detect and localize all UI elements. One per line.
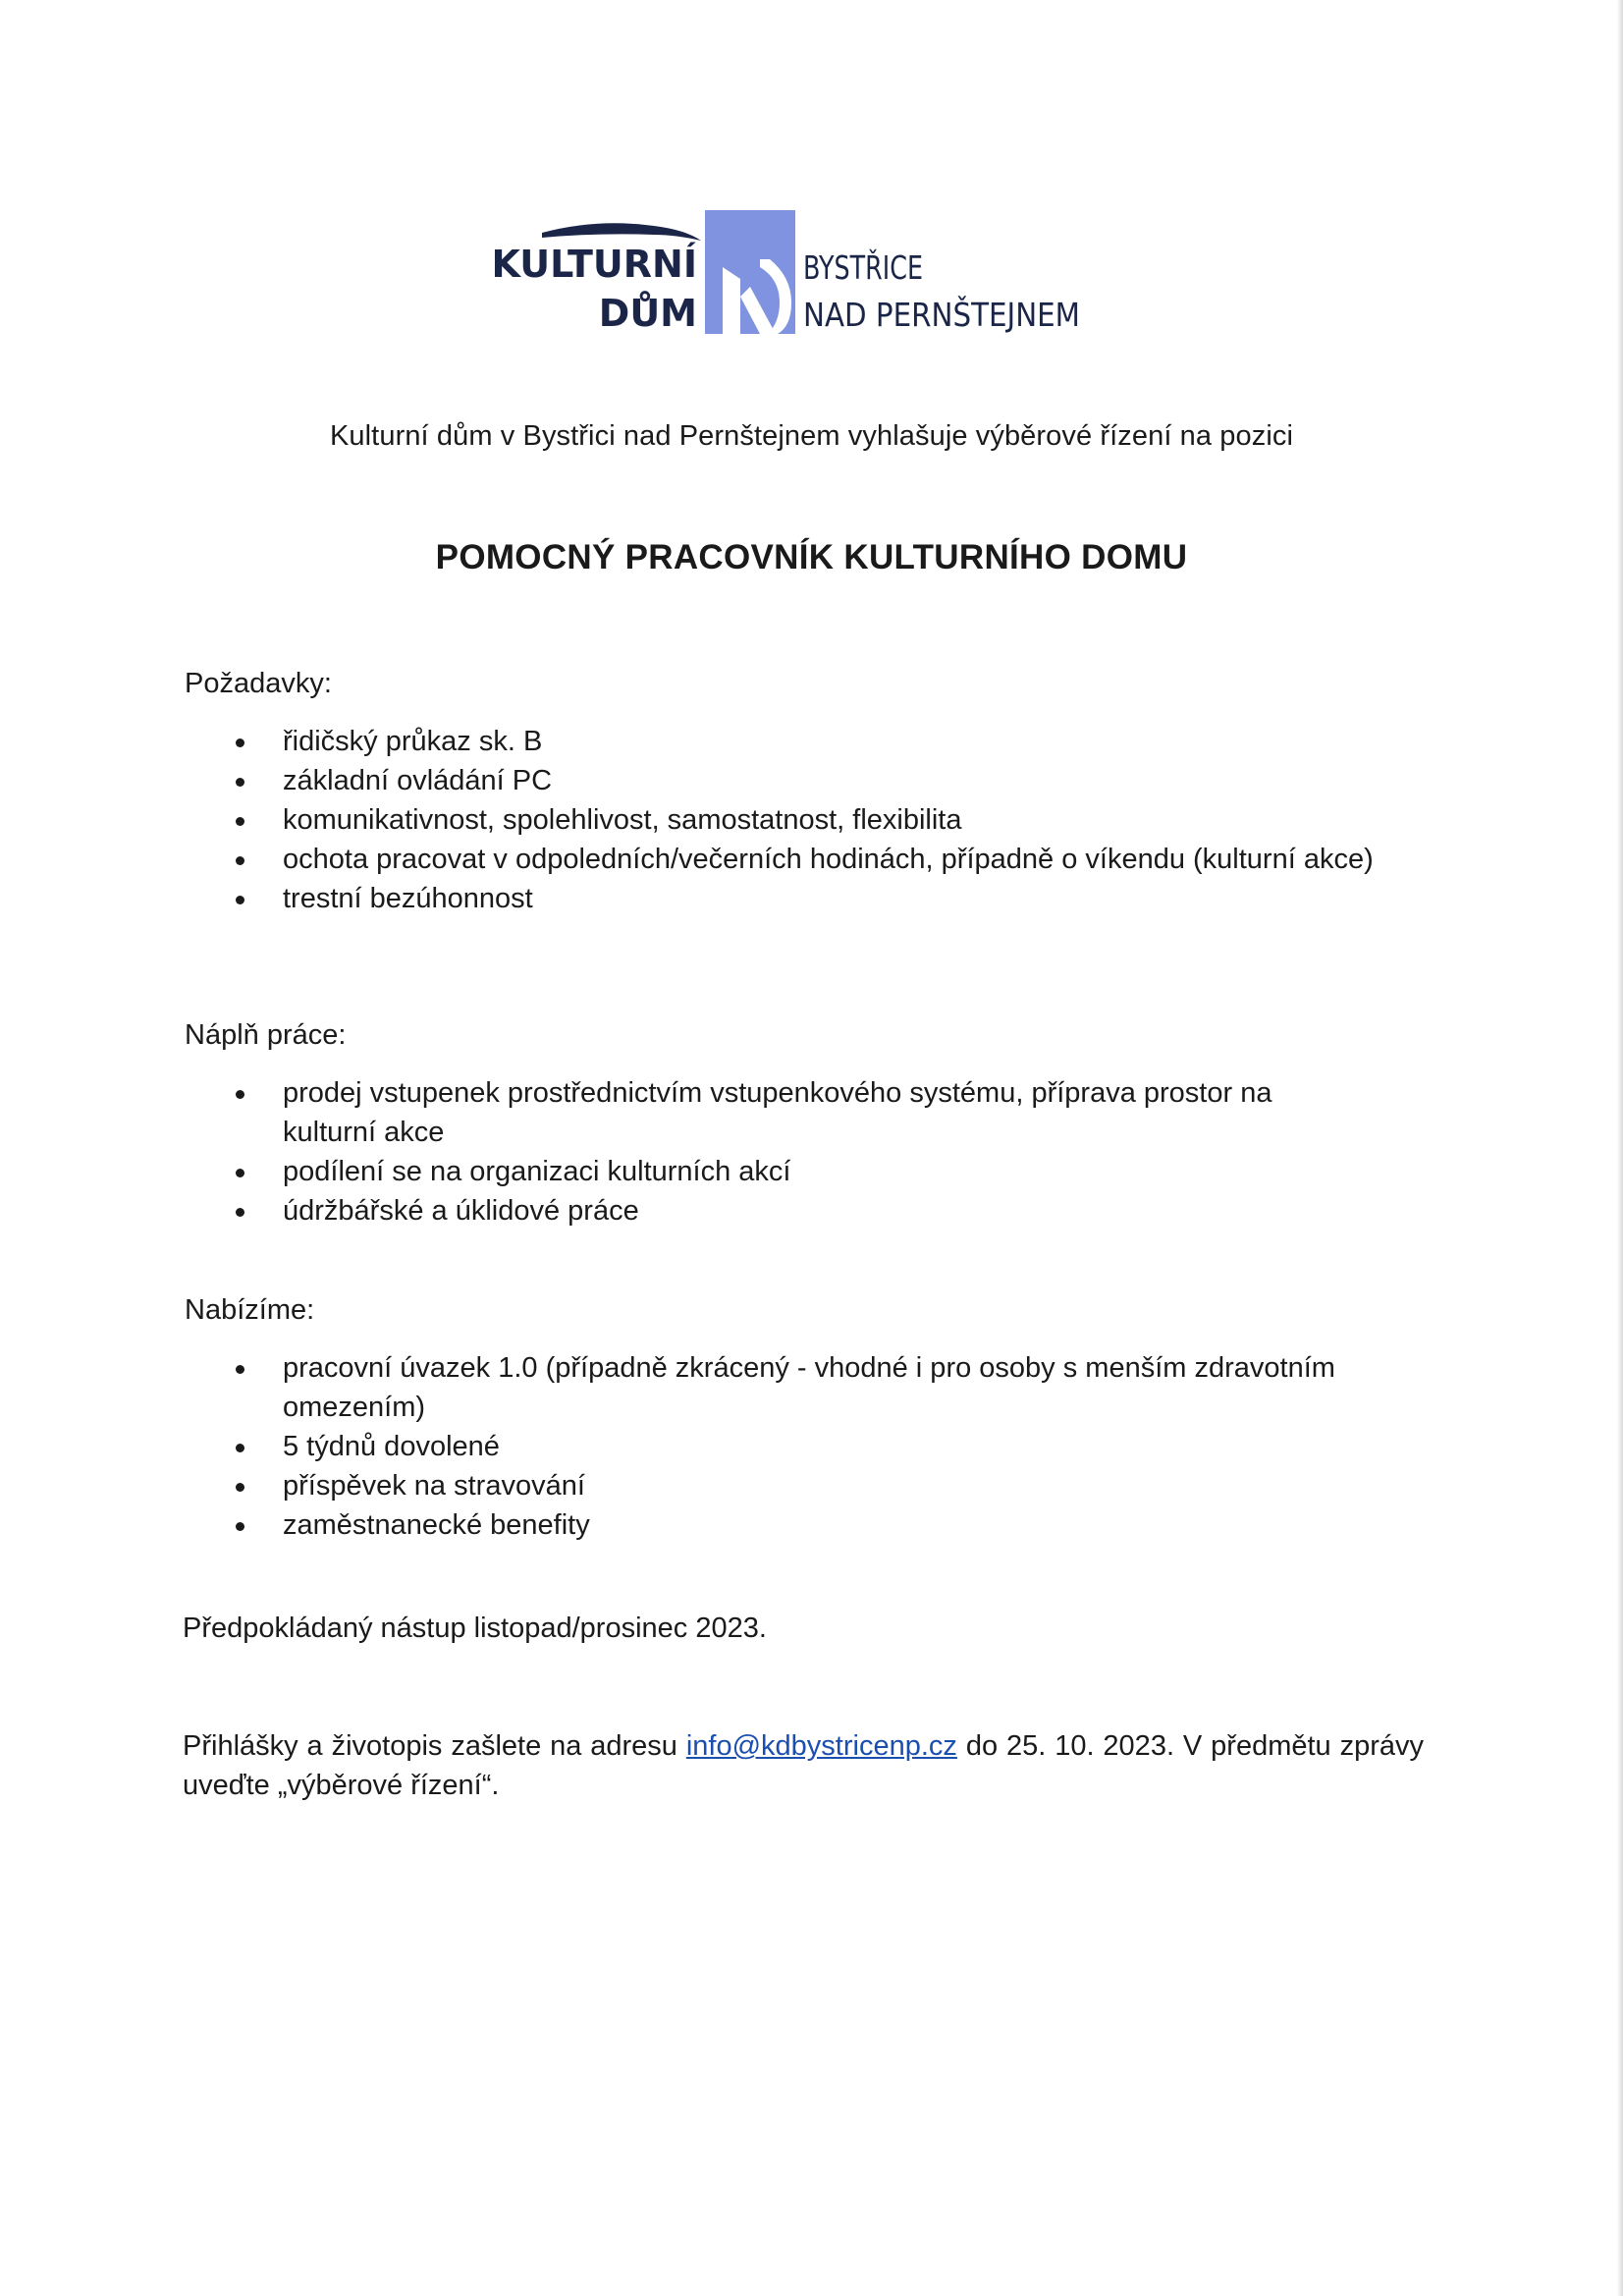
duties-heading: Náplň práce: — [185, 1019, 347, 1051]
list-item: řidičský průkaz sk. B — [185, 722, 1378, 761]
list-item: základní ovládání PC — [185, 761, 1378, 800]
list-item: zaměstnanecké benefity — [185, 1505, 1432, 1545]
email-link[interactable]: info@kdbystricenp.cz — [685, 1730, 957, 1762]
list-item: 5 týdnů dovolené — [185, 1427, 1432, 1466]
logo-line1: KULTURNÍ — [491, 243, 697, 286]
k-stroke — [723, 267, 740, 334]
logo-town-line1: BYSTŘICE — [803, 248, 959, 287]
kulturni-dum-logo — [491, 208, 1115, 336]
offer-section — [185, 1294, 1441, 1545]
application-text-after: do 25. 10. 2023. V předmětu zprávy uveďte „výběrové řízení“. — [183, 1730, 1424, 1801]
list-item: komunikativnost, spolehlivost, samostatnost, flexibilita — [185, 800, 1378, 840]
list-item: příspěvek na stravování — [185, 1466, 1432, 1505]
start-note: Předpokládaný nástup listopad/prosinec 2023. — [183, 1613, 767, 1644]
offer-heading: Nabízíme: — [185, 1294, 315, 1326]
page-edge — [1617, 0, 1623, 2296]
requirements-list — [185, 722, 1378, 918]
duties-list — [185, 1073, 1294, 1230]
list-item: trestní bezúhonnost — [185, 879, 1378, 918]
duties-section — [185, 1019, 1441, 1230]
list-item: ochota pracovat v odpoledních/večerních hodinách, případně o víkendu (kulturní akce) — [185, 840, 1378, 879]
page-title: POMOCNÝ PRACOVNÍK KULTURNÍHO DOMU — [435, 538, 1188, 576]
logo-town-line2: NAD PERNŠTEJNEM — [803, 296, 1115, 334]
swoosh-shape — [542, 223, 701, 241]
intro-text: Kulturní dům v Bystřici nad Pernštejnem vyhlašuje výběrové řízení na pozici — [329, 420, 1294, 452]
list-item: podílení se na organizaci kulturních akcí — [185, 1152, 1294, 1191]
requirements-section — [185, 668, 1441, 918]
application-paragraph — [183, 1726, 1424, 1805]
list-item: údržbářské a úklidové práce — [185, 1191, 1294, 1230]
logo-line2: DŮM — [598, 292, 697, 335]
offer-list — [185, 1348, 1432, 1545]
list-item: prodej vstupenek prostřednictvím vstupenkového systému, příprava prostor na kulturní akce — [185, 1073, 1294, 1152]
requirements-heading: Požadavky: — [185, 668, 332, 699]
list-item: pracovní úvazek 1.0 (případně zkrácený - vhodné i pro osoby s menším zdravotním omezením) — [185, 1348, 1432, 1427]
application-text-before: Přihlášky a životopis zašlete na adresu — [183, 1730, 686, 1762]
